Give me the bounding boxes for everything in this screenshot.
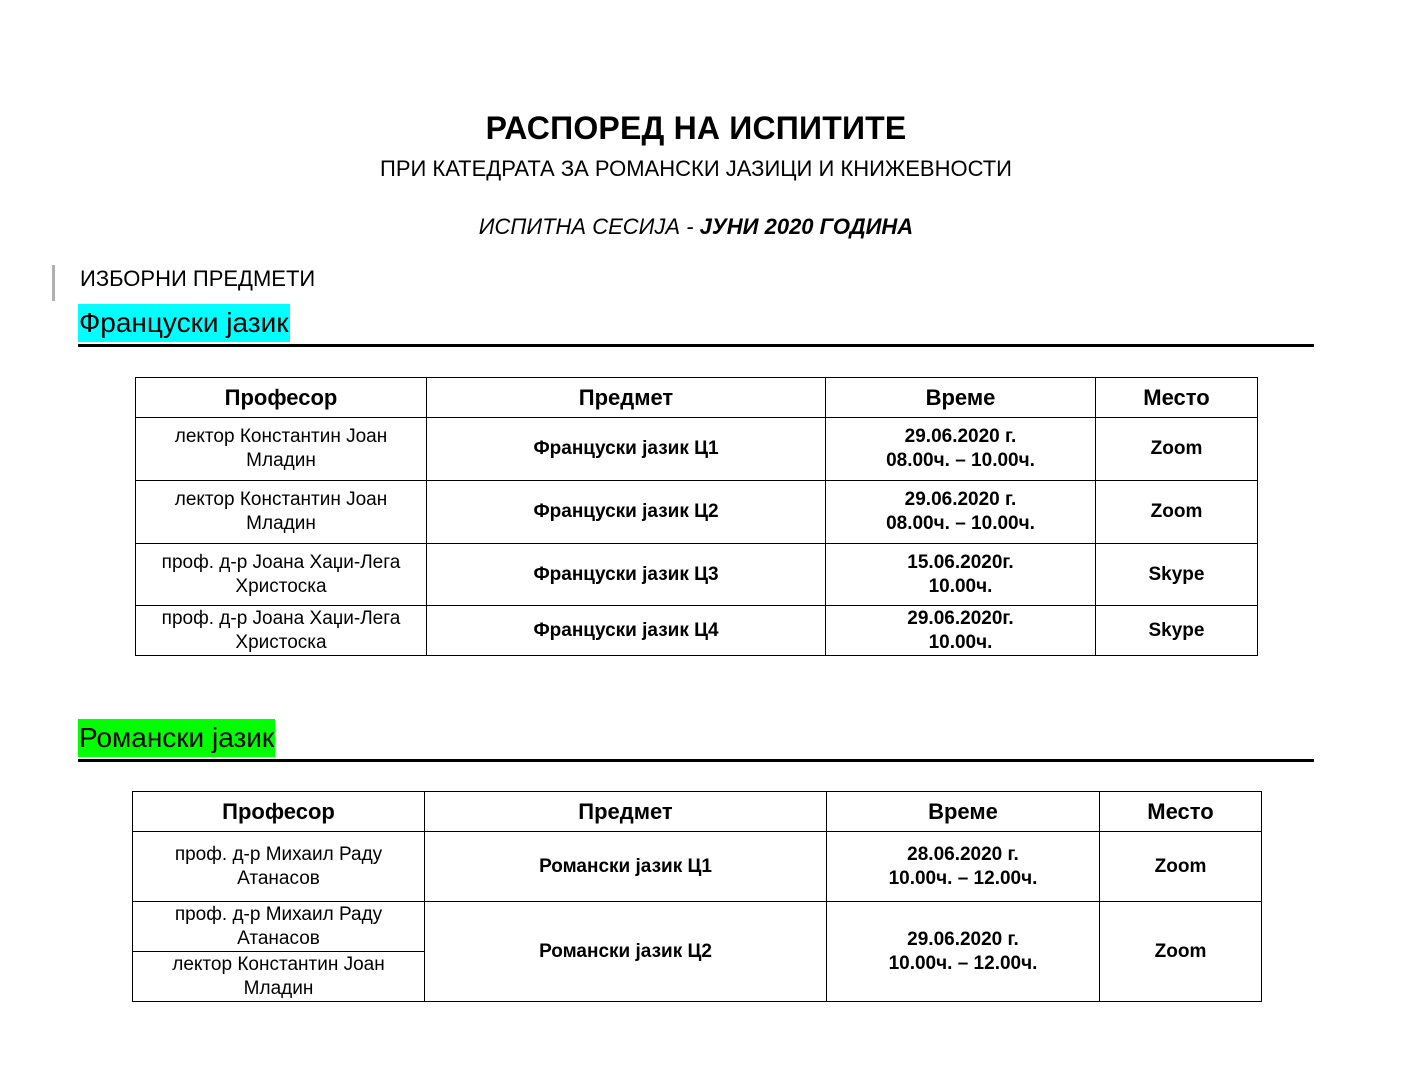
column-header-time: Време xyxy=(827,792,1100,832)
subject-cell: Француски јазик Ц1 xyxy=(427,418,826,481)
session-period: ЈУНИ 2020 ГОДИНА xyxy=(699,214,914,239)
exam-date: 29.06.2020г. xyxy=(907,607,1014,629)
exam-date: 15.06.2020г. xyxy=(907,551,1014,573)
column-header-subject: Предмет xyxy=(427,378,826,418)
session-prefix: ИСПИТНА СЕСИЈА xyxy=(478,214,681,239)
datetime-cell xyxy=(826,544,1096,606)
place-cell: Skype xyxy=(1096,606,1258,656)
place-cell: Zoom xyxy=(1096,481,1258,544)
subject-cell: Француски јазик Ц3 xyxy=(427,544,826,606)
column-header-time: Време xyxy=(826,378,1096,418)
professor-cell: проф. д-р Јоана Хаџи-Лега Христоска xyxy=(136,606,427,656)
column-header-professor: Професор xyxy=(136,378,427,418)
professor-cell: проф. д-р Михаил Раду Атанасов xyxy=(133,902,425,952)
department-subtitle: ПРИ КАТЕДРАТА ЗА РОМАНСКИ ЈАЗИЦИ И КНИЖЕВНОСТИ xyxy=(380,156,1012,181)
margin-change-bar xyxy=(52,265,55,301)
table-header-row xyxy=(133,792,1262,832)
exam-time: 08.00ч. – 10.00ч. xyxy=(886,450,1035,471)
session-separator: - xyxy=(680,214,700,239)
place-cell: Zoom xyxy=(1100,832,1262,902)
romanian-schedule-table xyxy=(132,791,1262,1002)
table-row xyxy=(136,544,1258,606)
place-cell: Zoom xyxy=(1100,902,1262,1002)
page-title: РАСПОРЕД НА ИСПИТИТЕ xyxy=(485,110,907,146)
subject-cell: Француски јазик Ц2 xyxy=(427,481,826,544)
exam-time: 10.00ч. xyxy=(928,631,993,653)
professor-cell: проф. д-р Јоана Хаџи-Лега Христоска xyxy=(136,544,427,606)
table-row xyxy=(136,418,1258,481)
column-header-subject: Предмет xyxy=(425,792,827,832)
french-heading-label: Француски јазик xyxy=(78,304,290,342)
datetime-cell xyxy=(826,606,1096,656)
exam-date: 28.06.2020 г. xyxy=(907,843,1019,865)
exam-session xyxy=(0,214,1392,240)
datetime-cell xyxy=(826,418,1096,481)
french-schedule-table xyxy=(135,377,1258,656)
datetime-cell xyxy=(827,902,1100,1002)
exam-date: 29.06.2020 г. xyxy=(904,489,1017,510)
professor-cell: лектор Константин Јоан Младин xyxy=(136,418,427,481)
table-header-row xyxy=(136,378,1258,418)
table-row xyxy=(136,606,1258,656)
exam-time: 08.00ч. – 10.00ч. xyxy=(886,513,1035,534)
exam-date: 29.06.2020 г. xyxy=(904,426,1017,447)
subject-cell: Француски јазик Ц4 xyxy=(427,606,826,656)
exam-time: 10.00ч. – 12.00ч. xyxy=(888,867,1038,889)
datetime-cell xyxy=(826,481,1096,544)
column-header-professor: Професор xyxy=(133,792,425,832)
column-header-place: Место xyxy=(1100,792,1262,832)
subject-cell: Романски јазик Ц1 xyxy=(425,832,827,902)
professor-cell: лектор Константин Јоан Младин xyxy=(133,952,425,1002)
romanian-section-heading xyxy=(78,719,1314,762)
table-row xyxy=(133,832,1262,902)
place-cell: Skype xyxy=(1096,544,1258,606)
french-section-heading xyxy=(78,304,1314,347)
table-row xyxy=(133,902,1262,952)
electives-heading: ИЗБОРНИ ПРЕДМЕТИ xyxy=(80,266,316,291)
romanian-heading-label: Романски јазик xyxy=(78,719,275,757)
exam-date: 29.06.2020 г. xyxy=(907,928,1019,950)
professor-cell: лектор Константин Јоан Младин xyxy=(136,481,427,544)
place-cell: Zoom xyxy=(1096,418,1258,481)
table-row xyxy=(136,481,1258,544)
professor-cell: проф. д-р Михаил Раду Атанасов xyxy=(133,832,425,902)
exam-time: 10.00ч. – 12.00ч. xyxy=(888,952,1038,974)
subject-cell: Романски јазик Ц2 xyxy=(425,902,827,1002)
exam-time: 10.00ч. xyxy=(928,575,993,597)
column-header-place: Место xyxy=(1096,378,1258,418)
datetime-cell xyxy=(827,832,1100,902)
